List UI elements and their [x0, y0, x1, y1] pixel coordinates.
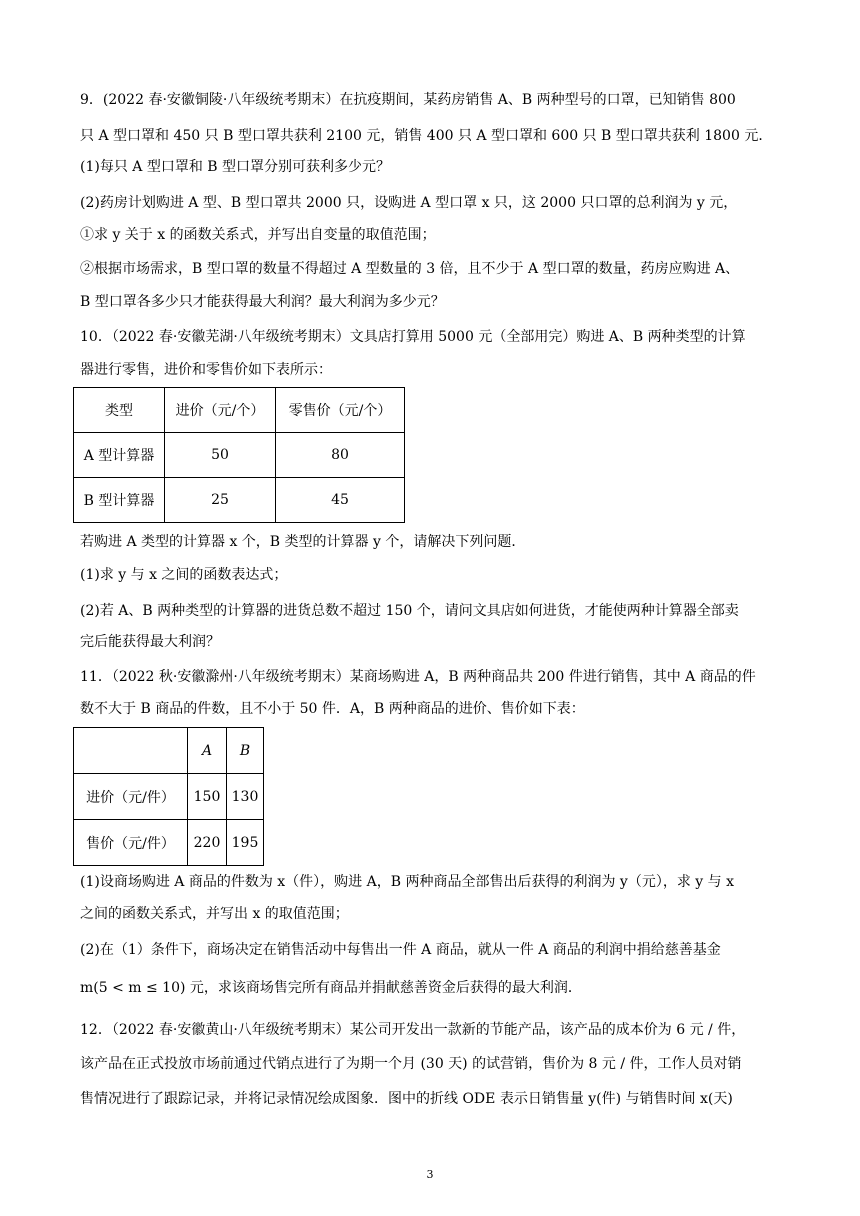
q10-line-5: (2)若 A、B 两种类型的计算器的进货总数不超过 150 个，请问文具店如何进货，才能使两种计算器全部卖 — [80, 603, 739, 619]
calculator-price-table — [73, 387, 405, 523]
table-cell: 220 — [188, 820, 227, 866]
q9-line-4: (2)药房计划购进 A 型、B 型口罩共 2000 只，设购进 A 型口罩 x 只，这 2000 只口罩的总利润为 y 元， — [80, 195, 738, 211]
q12-line-2: 该产品在正式投放市场前通过代销点进行了为期一个月 (30 天) 的试营销，售价为 8 元 / 件，工作人员对销 — [80, 1056, 742, 1072]
table-header-cell: 零售价（元/个） — [276, 388, 405, 433]
product-price-table — [73, 727, 264, 866]
q11-line-2: 数不大于 B 商品的件数，且不小于 50 件．A，B 两种商品的进价、售价如下表： — [80, 701, 585, 717]
table-cell: 50 — [165, 433, 276, 478]
q11-line-3: (1)设商场购进 A 商品的件数为 x（件），购进 A，B 两种商品全部售出后获得的利润为 y（元），求 y 与 x — [80, 874, 734, 890]
table-cell: A 型计算器 — [74, 433, 165, 478]
q10-line-1: 10．（2022 春·安徽芜湖·八年级统考期末）文具店打算用 5000 元（全部用完）购进 A、B 两种类型的计算 — [80, 329, 746, 345]
table-cell: 45 — [276, 478, 405, 523]
table-cell: 150 — [188, 774, 227, 820]
table-row — [74, 774, 264, 820]
table-cell: 25 — [165, 478, 276, 523]
q11-line-1: 11．（2022 秋·安徽滁州·八年级统考期末）某商场购进 A，B 两种商品共 200 件进行销售，其中 A 商品的件 — [80, 669, 756, 685]
table-cell: 售价（元/件） — [74, 820, 188, 866]
table-header-cell — [74, 728, 188, 774]
table-header-cell: 进价（元/个） — [165, 388, 276, 433]
q9-line-6: ②根据市场需求，B 型口罩的数量不得超过 A 型数量的 3 倍，且不少于 A 型口罩的数量，药房应购进 A、 — [80, 261, 740, 277]
table-row — [74, 433, 405, 478]
page-number: 3 — [426, 1168, 434, 1181]
table-cell: B 型计算器 — [74, 478, 165, 523]
table-cell: 80 — [276, 433, 405, 478]
table-header-cell: 类型 — [74, 388, 165, 433]
table-row — [74, 478, 405, 523]
q11-line-5: (2)在（1）条件下，商场决定在销售活动中每售出一件 A 商品，就从一件 A 商品的利润中捐给慈善基金 — [80, 942, 721, 958]
q9-line-7: B 型口罩各多少只才能获得最大利润？最大利润为多少元？ — [80, 294, 445, 310]
table-cell: 进价（元/件） — [74, 774, 188, 820]
q11-line-4: 之间的函数关系式，并写出 x 的取值范围； — [80, 906, 349, 922]
q10-line-3: 若购进 A 类型的计算器 x 个，B 类型的计算器 y 个，请解决下列问题． — [80, 534, 526, 550]
q12-line-3: 售情况进行了跟踪记录，并将记录情况绘成图象．图中的折线 ODE 表示日销售量 y(件) 与销售时间 x(天) — [80, 1091, 733, 1107]
q10-line-4: (1)求 y 与 x 之间的函数表达式； — [80, 567, 288, 583]
q9-line-2: 只 A 型口罩和 450 只 B 型口罩共获利 2100 元，销售 400 只 A 型口罩和 600 只 B 型口罩共获利 1800 元． — [80, 128, 773, 144]
q10-line-6: 完后能获得最大利润？ — [80, 634, 220, 650]
q10-line-2: 器进行零售，进价和零售价如下表所示： — [80, 362, 332, 378]
table-header-cell: B — [227, 728, 264, 774]
q9-line-5: ①求 y 关于 x 的函数关系式，并写出自变量的取值范围； — [80, 227, 436, 243]
table-row — [74, 820, 264, 866]
table-header-row — [74, 728, 264, 774]
table-header-row — [74, 388, 405, 433]
q9-line-1: 9．(2022 春·安徽铜陵·八年级统考期末）在抗疫期间，某药房销售 A、B 两种型号的口罩，已知销售 800 — [80, 92, 736, 108]
table-cell: 130 — [227, 774, 264, 820]
q12-line-1: 12．（2022 春·安徽黄山·八年级统考期末）某公司开发出一款新的节能产品，该产品的成本价为 6 元 / 件， — [80, 1022, 746, 1038]
table-cell: 195 — [227, 820, 264, 866]
q11-line-6: m(5 < m ≤ 10) 元，求该商场售完所有商品并捐献慈善资金后获得的最大利润． — [80, 980, 582, 996]
table-header-cell: A — [188, 728, 227, 774]
q9-line-3: (1)每只 A 型口罩和 B 型口罩分别可获利多少元？ — [80, 159, 391, 175]
